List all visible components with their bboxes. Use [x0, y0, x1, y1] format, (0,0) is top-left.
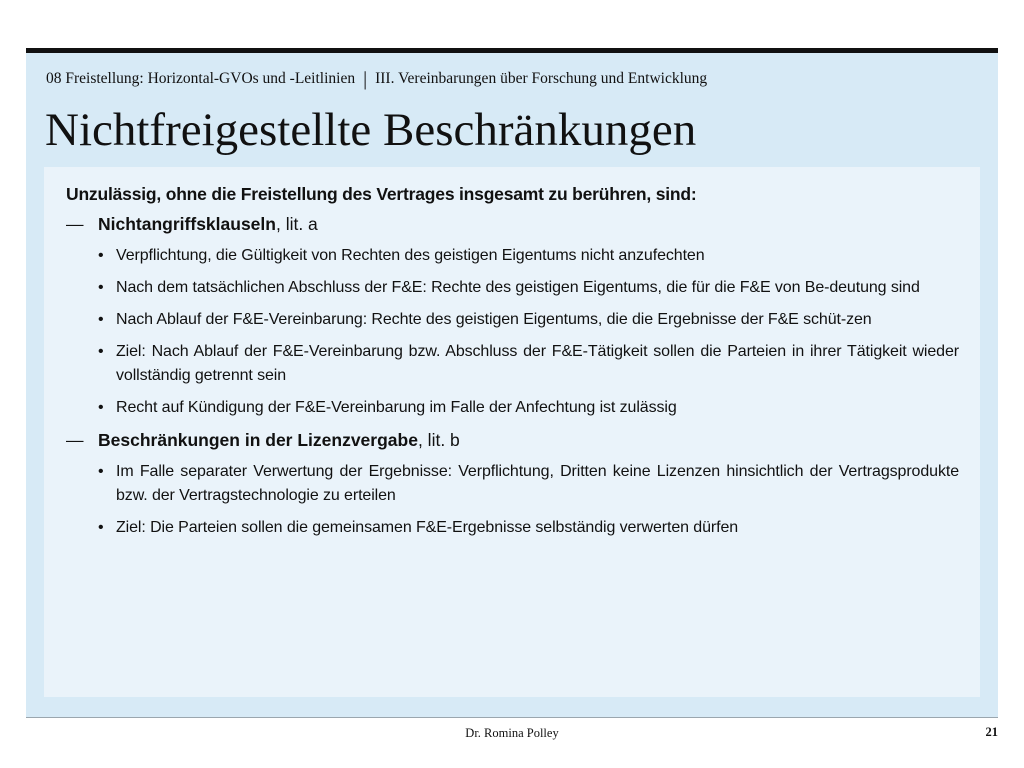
footer-author: Dr. Romina Polley	[465, 726, 559, 740]
dash-marker: —	[66, 430, 84, 450]
section-suffix: , lit. a	[275, 214, 318, 234]
list-item	[66, 276, 959, 300]
list-item-text: Im Falle separater Verwertung der Ergebnisse: Verpflichtung, Dritten keine Lizenzen hinsichtlich der Vertragsprodukte bzw. der Vertragstechnologie zu erteilen	[116, 463, 959, 504]
list-item	[66, 340, 959, 388]
footer-rule	[26, 717, 998, 718]
bullet-dot: •	[98, 279, 104, 296]
bullet-dot: •	[98, 399, 104, 416]
bullet-dot: •	[98, 463, 104, 480]
list-item	[66, 308, 959, 332]
breadcrumb-chapter: 08 Freistellung: Horizontal-GVOs und -Leitlinien	[46, 70, 356, 87]
section-heading-nichtangriffsklauseln	[66, 212, 959, 236]
list-item-text: Ziel: Die Parteien sollen die gemeinsamen F&E-Ergebnisse selbständig verwerten dürfen	[116, 519, 739, 536]
list-item	[66, 396, 959, 420]
list-item-text: Verpflichtung, die Gültigkeit von Rechten des geistigen Eigentums nicht anzufechten	[116, 247, 705, 264]
bullet-dot: •	[98, 343, 104, 360]
bullet-dot: •	[98, 519, 104, 536]
section-heading-lizenzvergabe	[66, 428, 959, 452]
page-number: 21	[985, 725, 998, 739]
list-item-text: Recht auf Kündigung der F&E-Vereinbarung im Falle der Anfechtung ist zulässig	[116, 399, 677, 416]
bullet-dot: •	[98, 311, 104, 328]
page-title: Nichtfreigestellte Beschränkungen	[45, 104, 697, 156]
content-box	[44, 167, 980, 697]
breadcrumb	[46, 70, 986, 88]
list-item	[66, 516, 959, 540]
dash-marker: —	[66, 214, 84, 234]
section-items-lizenzvergabe	[66, 460, 959, 540]
list-item	[66, 244, 959, 268]
breadcrumb-separator: |	[363, 68, 368, 90]
list-item-text: Ziel: Nach Ablauf der F&E-Vereinbarung bzw. Abschluss der F&E-Tätigkeit sollen die Parteien in ihrer Tätigkeit wieder vollständig getrennt sein	[116, 343, 959, 384]
section-items-nichtangriffsklauseln	[66, 244, 959, 420]
intro-text: Unzulässig, ohne die Freistellung des Vertrages insgesamt zu berühren, sind:	[66, 184, 697, 204]
breadcrumb-section: III. Vereinbarungen über Forschung und Entwicklung	[375, 70, 708, 87]
section-suffix: , lit. b	[417, 430, 460, 450]
list-item-text: Nach dem tatsächlichen Abschluss der F&E: Rechte des geistigen Eigentums, die für die F&E von Be-deutung sind	[116, 279, 920, 296]
list-item	[66, 460, 959, 508]
section-strong: Nichtangriffsklauseln	[98, 214, 276, 234]
section-strong: Beschränkungen in der Lizenzvergabe	[98, 430, 418, 450]
list-item-text: Nach Ablauf der F&E-Vereinbarung: Rechte des geistigen Eigentums, die die Ergebnisse der F&E schüt-zen	[116, 311, 872, 328]
bullet-dot: •	[98, 247, 104, 264]
